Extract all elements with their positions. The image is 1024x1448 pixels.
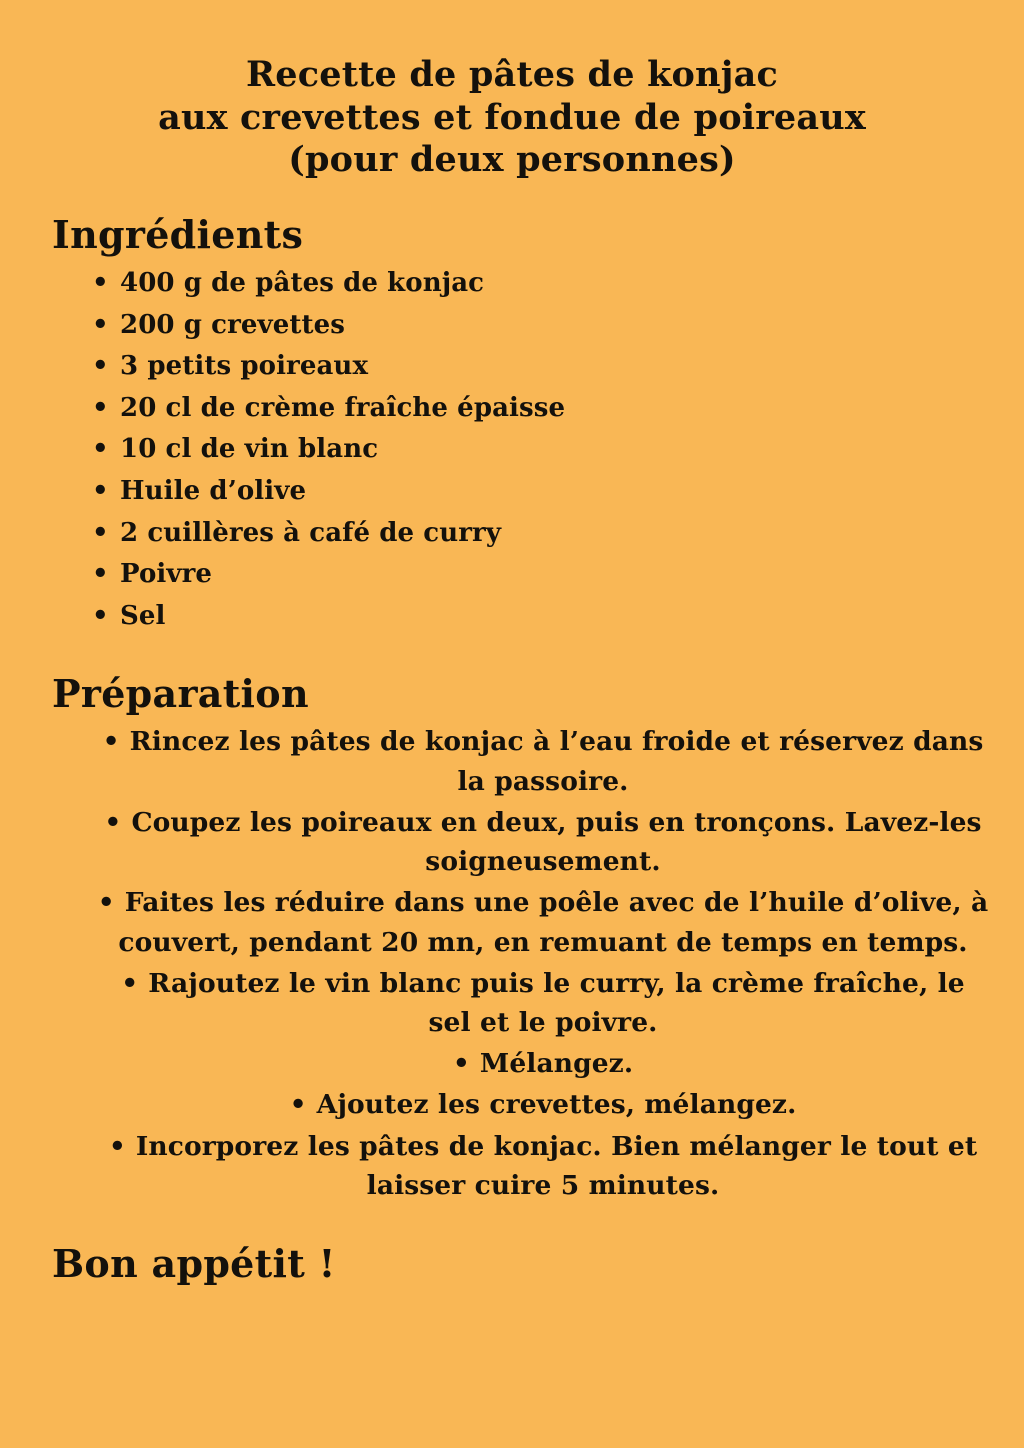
bullet-icon: • <box>104 806 122 838</box>
list-item: • 3 petits poireaux <box>120 346 990 388</box>
bullet-icon: • <box>289 1089 307 1121</box>
list-item: • 10 cl de vin blanc <box>120 429 990 471</box>
list-item-text: Mélangez. <box>479 1048 634 1080</box>
list-item: • Sel <box>120 596 990 638</box>
ingredients-list <box>34 263 990 637</box>
list-item <box>94 883 990 961</box>
list-item <box>94 1044 990 1083</box>
list-item: • Huile d’olive <box>120 471 990 513</box>
closing-text: Bon appétit ! <box>52 1241 336 1287</box>
bullet-icon: • <box>452 1048 470 1080</box>
bullet-icon: • <box>108 1130 126 1162</box>
preparation-heading: Préparation <box>52 671 309 717</box>
list-item: • Poivre <box>120 554 990 596</box>
bullet-icon: • <box>121 967 139 999</box>
list-item: • 400 g de pâtes de konjac <box>120 263 990 305</box>
list-item-text: Ajoutez les crevettes, mélangez. <box>316 1089 797 1121</box>
bullet-icon: • <box>102 726 120 758</box>
list-item: • 200 g crevettes <box>120 305 990 347</box>
list-item-text: Rincez les pâtes de konjac à l’eau froide et réservez dans la passoire. <box>129 726 984 797</box>
list-item-text: Rajoutez le vin blanc puis le curry, la crème fraîche, le sel et le poivre. <box>148 967 965 1038</box>
title-line-2: aux crevettes et fondue de poireaux <box>158 96 866 138</box>
list-item-text: Faites les réduire dans une poêle avec de l’huile d’olive, à couvert, pendant 20 mn, en remuant de temps en temps. <box>118 887 989 958</box>
list-item: • 20 cl de crème fraîche épaisse <box>120 388 990 430</box>
page-title <box>34 54 990 182</box>
preparation-list <box>34 722 990 1205</box>
list-item-text: Incorporez les pâtes de konjac. Bien mélanger le tout et laisser cuire 5 minutes. <box>135 1130 978 1201</box>
list-item <box>94 803 990 881</box>
bullet-icon: • <box>97 887 115 919</box>
title-line-3: (pour deux personnes) <box>288 139 736 181</box>
ingredients-heading: Ingrédients <box>52 212 304 258</box>
list-item-text: Coupez les poireaux en deux, puis en tronçons. Lavez-les soigneusement. <box>131 806 982 878</box>
list-item <box>94 1085 990 1124</box>
list-item: • 2 cuillères à café de curry <box>120 513 990 555</box>
title-line-1: Recette de pâtes de konjac <box>246 54 778 95</box>
list-item <box>94 964 990 1042</box>
list-item <box>94 722 990 800</box>
list-item <box>94 1127 990 1205</box>
